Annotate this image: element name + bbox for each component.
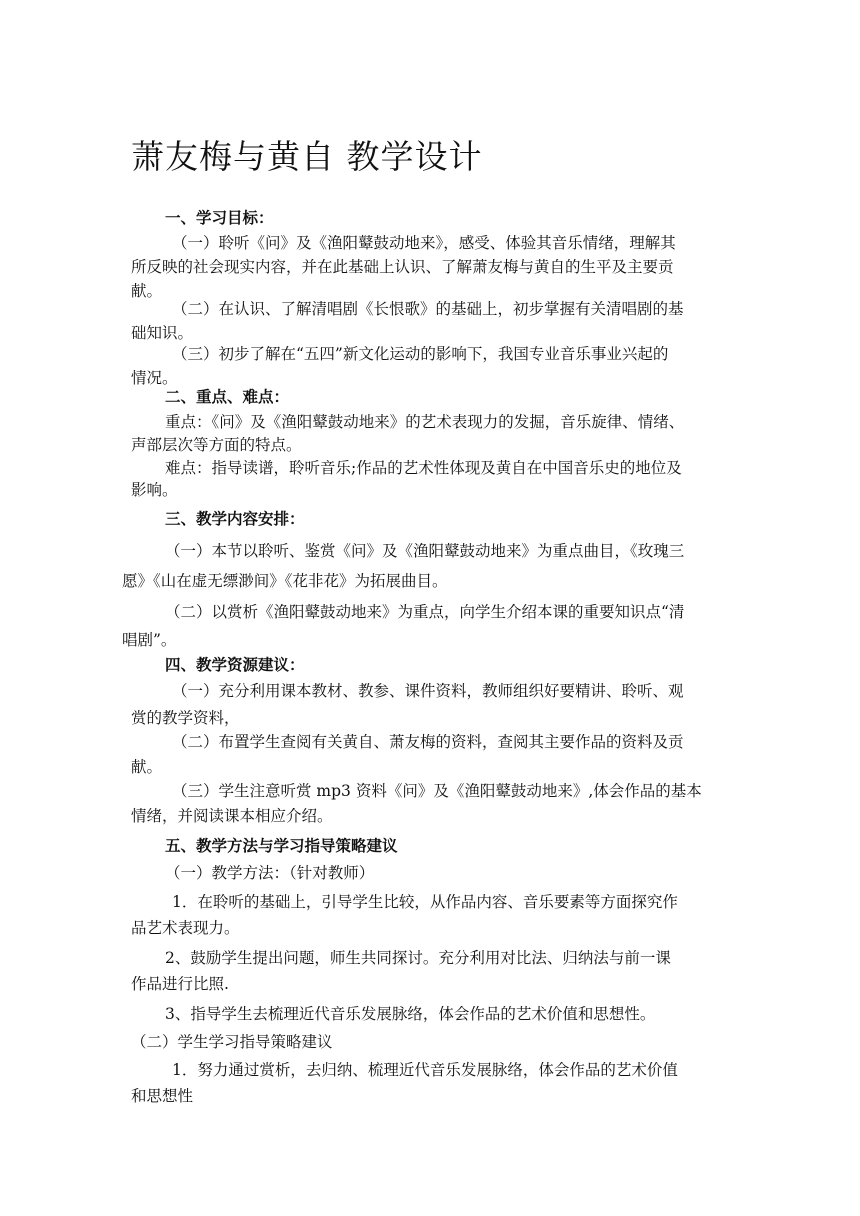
- paragraph-line: 所反映的社会现实内容，并在此基础上认识、了解萧友梅与黄自的生平及主要贡: [131, 258, 674, 276]
- paragraph-line: 1．努力通过赏析，去归纳、梳理近代音乐发展脉络，体会作品的艺术价值: [172, 1061, 678, 1079]
- paragraph-line: （三）学生注意听赏 mp3 资料《问》及《渔阳鼙鼓动地来》,体会作品的基本: [172, 782, 702, 800]
- paragraph-line: 声部层次等方面的特点。: [131, 436, 302, 454]
- paragraph-line: 3、指导学生去梳理近代音乐发展脉络，体会作品的艺术价值和思想性。: [165, 1005, 656, 1023]
- paragraph-line: 和思想性: [131, 1087, 194, 1105]
- paragraph-line: （二）在认识、了解清唱剧《长恨歌》的基础上，初步掌握有关清唱剧的基: [172, 300, 684, 318]
- paragraph-line: 情况。: [131, 369, 178, 387]
- paragraph-line: 献。: [131, 758, 163, 776]
- subsection-heading: （一）教学方法：（针对教师）: [165, 864, 375, 882]
- paragraph-line: 情绪，并阅读课本相应介绍。: [131, 807, 333, 825]
- paragraph-line: 影响。: [131, 481, 178, 499]
- section-heading: 一、学习目标：: [165, 208, 274, 227]
- page-title: 萧友梅与黄自 教学设计: [131, 137, 483, 176]
- paragraph-line: 作品进行比照.: [131, 975, 229, 993]
- paragraph-line: （一）聆听《问》及《渔阳鼙鼓动地来》，感受、体验其音乐情绪，理解其: [172, 234, 676, 252]
- section-heading: 二、重点、难点：: [165, 387, 290, 406]
- paragraph-line: 础知识。: [131, 324, 194, 342]
- paragraph-line: 2、鼓励学生提出问题，师生共同探讨。充分利用对比法、归纳法与前一课: [165, 949, 671, 967]
- paragraph-line: 品艺术表现力。: [131, 919, 240, 937]
- section-heading: 三、教学内容安排：: [165, 509, 305, 528]
- section-heading: 四、教学资源建议：: [165, 655, 305, 674]
- section-heading: 五、教学方法与学习指导策略建议: [165, 836, 398, 855]
- paragraph-line: （二）布置学生查阅有关黄自、萧友梅的资料，查阅其主要作品的资料及贡: [172, 733, 684, 751]
- paragraph-line: 1．在聆听的基础上，引导学生比较，从作品内容、音乐要素等方面探究作: [172, 893, 678, 911]
- paragraph-line: （二）以赏析《渔阳鼙鼓动地来》为重点，向学生介绍本课的重要知识点“清: [165, 603, 685, 621]
- paragraph-line: （一）本节以聆听、鉴赏《问》及《渔阳鼙鼓动地来》为重点曲目，《玫瑰三: [165, 542, 685, 560]
- subsection-heading: （二）学生学习指导策略建议: [131, 1033, 333, 1051]
- paragraph-line: 献。: [131, 282, 163, 300]
- paragraph-line: 赏的教学资料，: [131, 709, 240, 727]
- paragraph-line: 重点：《问》及《渔阳鼙鼓动地来》的艺术表现力的发掘，音乐旋律、情绪、: [165, 413, 685, 431]
- paragraph-line: 唱剧”。: [122, 631, 177, 649]
- paragraph-line: （一）充分利用课本教材、教参、课件资料，教师组织好要精讲、聆听、观: [172, 682, 684, 700]
- paragraph-line: 愿》《山在虚无缥渺间》《花非花》为拓展曲目。: [122, 572, 448, 590]
- paragraph-line: 难点：指导读谱，聆听音乐;作品的艺术性体现及黄自在中国音乐史的地位及: [165, 459, 682, 477]
- paragraph-line: （三）初步了解在“五四”新文化运动的影响下，我国专业音乐事业兴起的: [172, 345, 669, 363]
